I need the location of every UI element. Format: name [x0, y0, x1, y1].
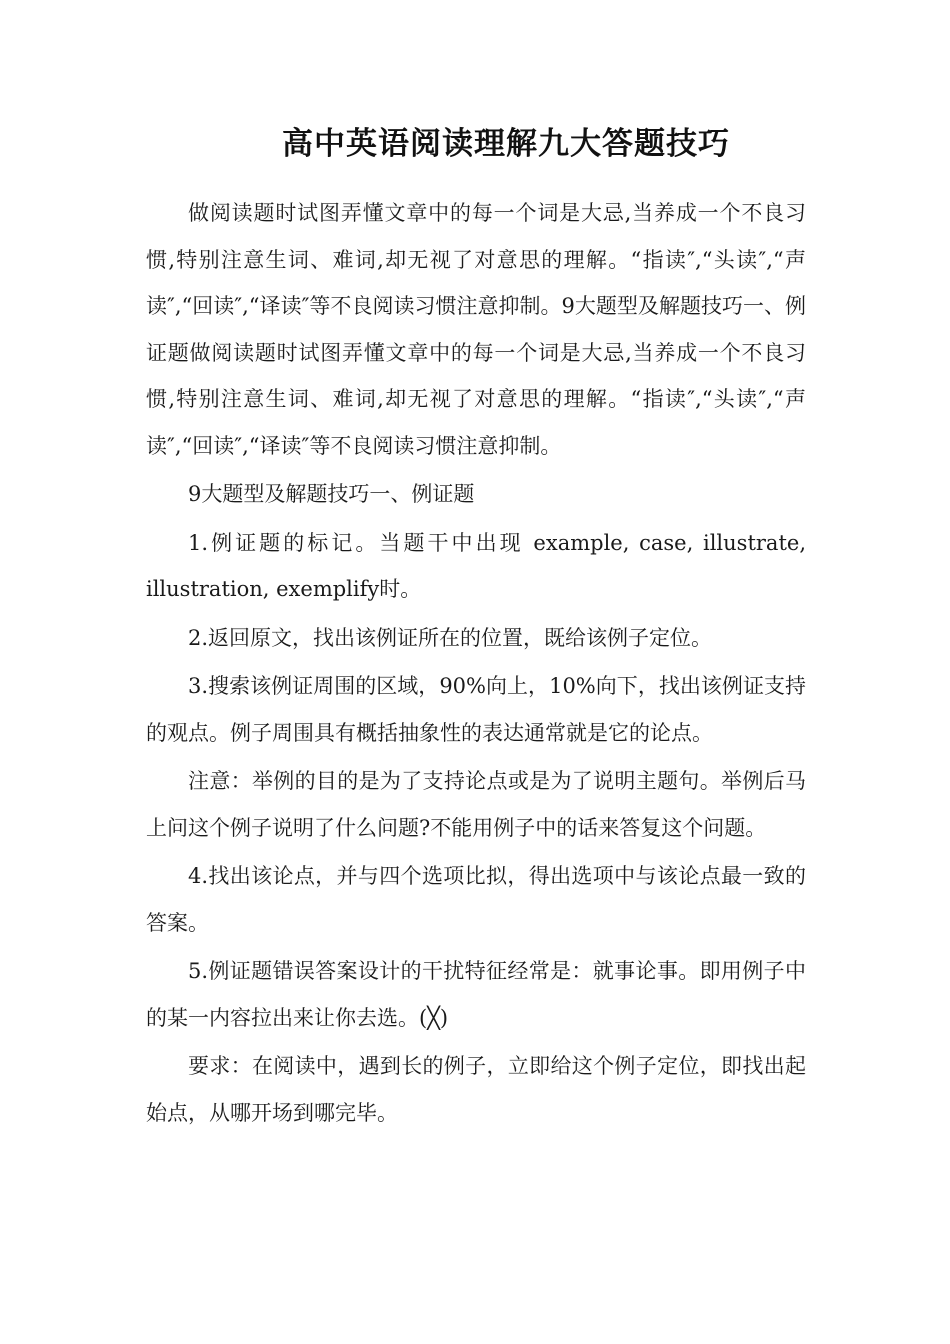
paragraph-step-5: 5.例证题错误答案设计的干扰特征经常是：就事论事。即用例子中的某一内容拉出来让你去选。(╳): [146, 959, 806, 1030]
document-title: 高中英语阅读理解九大答题技巧: [282, 126, 730, 162]
paragraph-requirement: 要求：在阅读中，遇到长的例子，立即给这个例子定位，即找出起始点，从哪开场到哪完毕。: [146, 1054, 806, 1125]
paragraph-section-heading: 9大题型及解题技巧一、例证题: [188, 482, 475, 506]
paragraph-step-1: 1.例证题的标记。当题干中出现 example, case, illustrate, illustration, exemplify时。: [146, 530, 806, 601]
paragraph-step-4: 4.找出该论点，并与四个选项比拟，得出选项中与该论点最一致的答案。: [146, 864, 806, 935]
paragraph-intro: 做阅读题时试图弄懂文章中的每一个词是大忌,当养成一个不良习惯,特别注意生词、难词,却无视了对意思的理解。“指读″,“头读″,“声读″,“回读″,“译读″等不良阅读习惯注意抑制。9大题型及解题技巧一、例证题做阅读题时试图弄懂文章中的每一个词是大忌,当养成一个不良习惯,特别注意生词、难词,却无视了对意思的理解。“指读″,“头读″,“声读″,“回读″,“译读″等不良阅读习惯注意抑制。: [146, 201, 806, 458]
paragraph-step-2: 2.返回原文，找出该例证所在的位置，既给该例子定位。: [188, 625, 713, 650]
document-page: [146, 118, 806, 1138]
paragraph-note: 注意：举例的目的是为了支持论点或是为了说明主题句。举例后马上问这个例子说明了什么问题?不能用例子中的话来答复这个问题。: [146, 769, 806, 840]
paragraph-step-3: 3.搜索该例证周围的区域，90%向上，10%向下，找出该例证支持的观点。例子周围具有概括抽象性的表达通常就是它的论点。: [146, 674, 806, 745]
